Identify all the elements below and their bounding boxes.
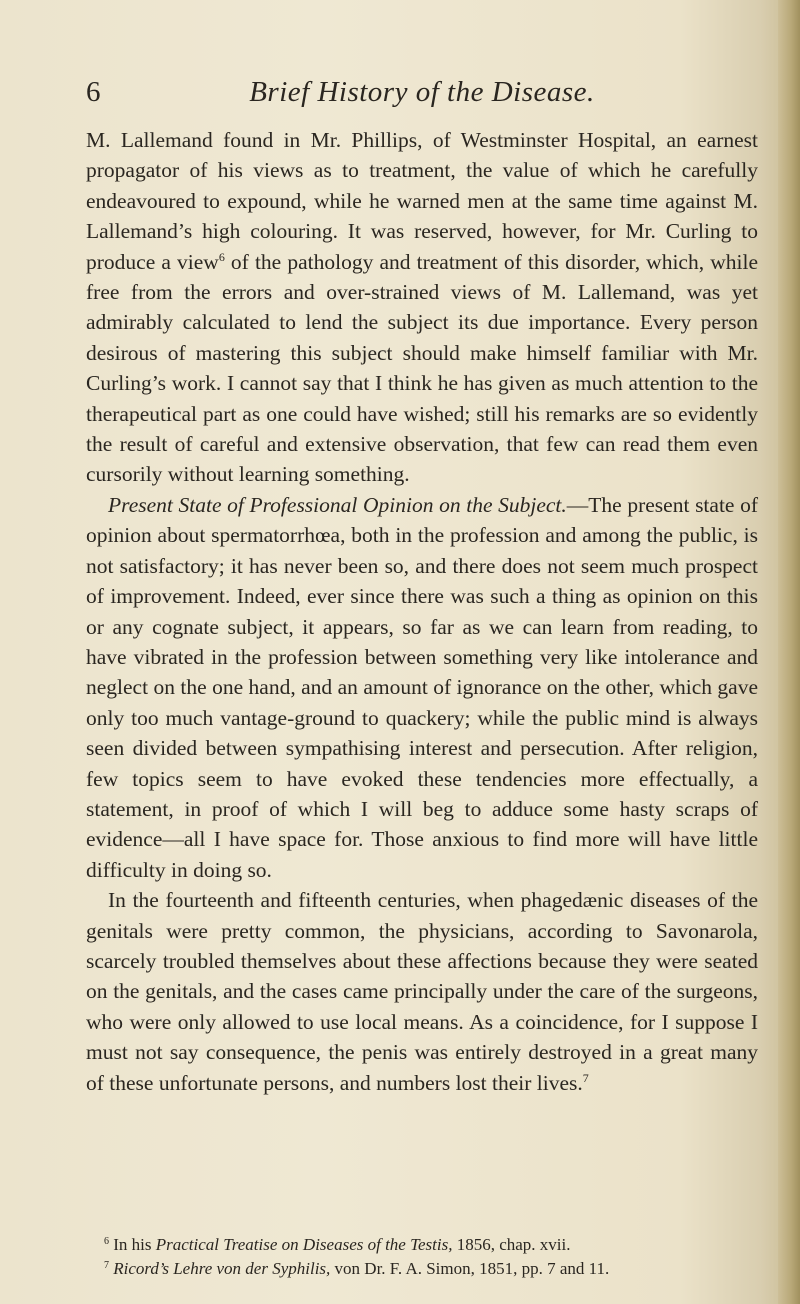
footnote-text: 1856, chap. xvii. — [452, 1235, 571, 1254]
paragraph — [86, 125, 758, 490]
footnote — [86, 1257, 776, 1281]
footnote-text: von Dr. F. A. Simon, 1851, pp. 7 and 11. — [330, 1259, 610, 1278]
page-number: 6 — [86, 76, 101, 108]
paragraph-text: In the fourteenth and fifteenth centuries, when phagedænic diseases of the genitals were pretty common, the physicians, according to Savonarola, scarcely troubled themselves about these affections because they were seated on the genitals, and the cases came principally under the care of the surgeons, who were only allowed to use local means. As a coincidence, for I suppose I must not say consequence, the penis was entirely destroyed in a great many of these unfortunate persons, and numbers lost their lives. — [86, 888, 758, 1095]
body-text — [86, 125, 758, 1098]
paragraph-heading: Present State of Professional Opinion on the Subject. — [108, 492, 567, 517]
footnote-ref: 6 — [218, 249, 225, 264]
paragraph-text: —The present state of opinion about spermatorrhœa, both in the profession and among the public, is not satisfactory; it has never been so, and there does not seem much prospect of improvement. Indeed, ever since there was such a thing as opinion on this or any cognate subject, it appears, so far as we can learn from reading, to have vibrated in the profession between something very like intolerance and neglect on the one hand, and an amount of ignorance on the other, which gave only too much vantage-ground to quackery; while the public mind is always seen divided between sympathising interest and persecution. After religion, few topics seem to have evoked these tendencies more effectually, a statement, in proof of which I will beg to adduce some hasty scraps of evidence—all I have space for. Those anxious to find more will have little difficulty in doing so. — [86, 492, 759, 882]
page-edge — [778, 0, 800, 1304]
footnote-title: Practical Treatise on Diseases of the Testis, — [155, 1235, 453, 1254]
paragraph-text: of the pathology and treatment of this disorder, which, while free from the errors and over-strained views of M. Lallemand, was yet admirably calculated to lend the subject its due importance. Every person desirous of mastering this subject should make himself familiar with Mr. Curling’s work. I cannot say that I think he has given as much attention to the therapeutical part as one could have wished; still his remarks are so evidently the result of careful and extensive observation, that few can read them even cursorily without learning something. — [86, 249, 758, 487]
footnote-ref: 7 — [582, 1070, 589, 1085]
footnote-mark: 6 — [104, 1236, 109, 1247]
footnote-title: Ricord’s Lehre von der Syphilis, — [113, 1259, 331, 1278]
paragraph — [86, 490, 758, 885]
page-header — [86, 76, 758, 116]
paragraph — [86, 885, 758, 1098]
footnotes — [86, 1233, 776, 1281]
footnote — [86, 1233, 776, 1257]
running-title: Brief History of the Disease. — [249, 76, 595, 108]
footnote-mark: 7 — [104, 1260, 109, 1271]
footnote-text: In his — [113, 1235, 156, 1254]
paragraph-text: M. Lallemand found in Mr. Phillips, of Westminster Hospital, an earnest propagator of his views as to treatment, the value of which he carefully endeavoured to expound, while he warned men at the same time against M. Lallemand’s high colouring. It was reserved, however, for Mr. Curling to produce a view — [86, 128, 758, 274]
